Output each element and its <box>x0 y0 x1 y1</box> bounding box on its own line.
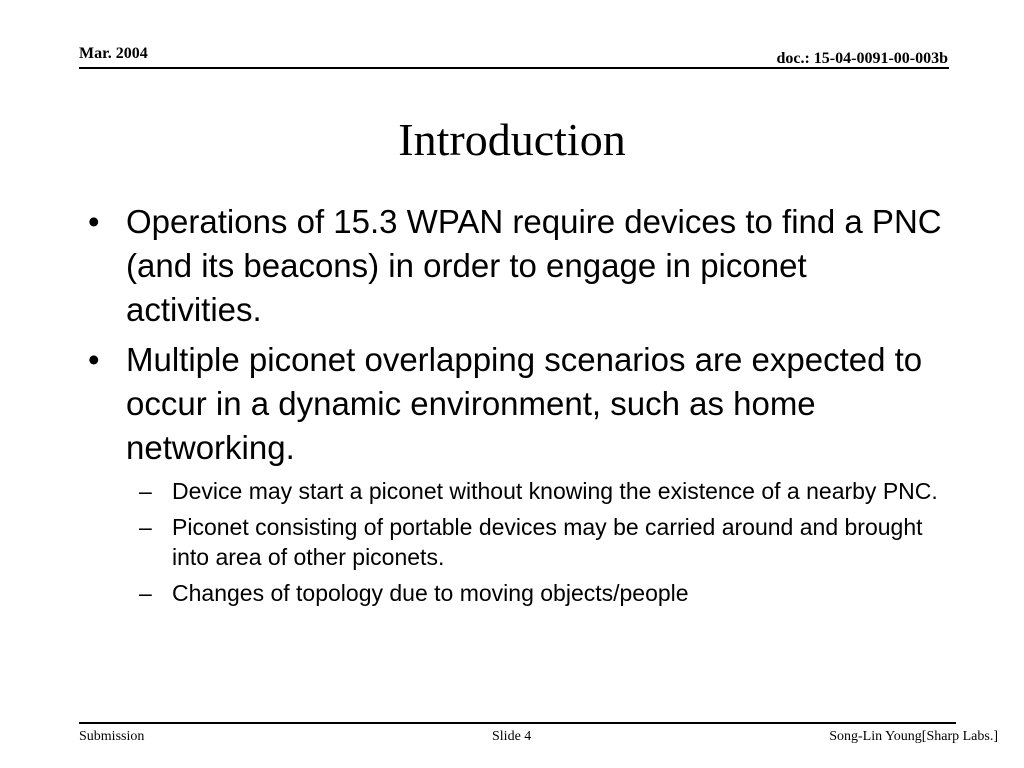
bullet-item <box>84 338 944 470</box>
header-divider <box>79 67 949 69</box>
bullet-marker: • <box>88 341 100 378</box>
sub-bullet-text: Device may start a piconet without knowing the existence of a nearby PNC. <box>172 478 938 504</box>
footer-divider <box>79 722 956 724</box>
sub-bullet-marker: – <box>139 514 152 540</box>
bullet-text: Multiple piconet overlapping scenarios are expected to occur in a dynamic environment, such as home networking. <box>126 341 923 466</box>
sub-bullet-marker: – <box>139 478 152 504</box>
footer-submission: Submission <box>79 729 145 744</box>
footer-slide-number: Slide 4 <box>492 729 532 744</box>
header-date: Mar. 2004 <box>79 45 148 62</box>
sub-bullet-text: Changes of topology due to moving objects/people <box>172 580 689 606</box>
sub-bullet-item <box>84 512 944 572</box>
sub-bullet-marker: – <box>139 580 152 606</box>
sub-bullet-item <box>84 578 944 608</box>
bullet-text: Operations of 15.3 WPAN require devices to find a PNC (and its beacons) in order to engage in piconet activities. <box>126 203 942 328</box>
slide-title: Introduction <box>398 114 626 165</box>
footer-author: Song-Lin Young[Sharp Labs.] <box>829 729 998 744</box>
sub-bullet-item <box>84 476 944 506</box>
sub-bullet-text: Piconet consisting of portable devices may be carried around and brought into area of other piconets. <box>172 514 923 570</box>
bullet-marker: • <box>88 203 100 240</box>
bullet-item <box>84 200 944 332</box>
slide-body <box>84 200 944 614</box>
header-doc-id: doc.: 15-04-0091-00-003b <box>776 50 948 67</box>
